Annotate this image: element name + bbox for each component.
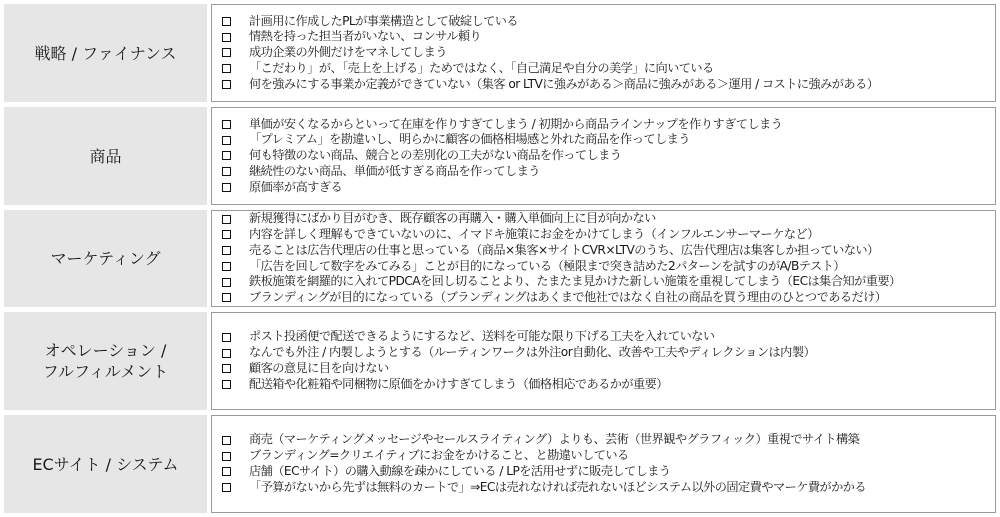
item-text: 単価が安くなるからといって在庫を作りすぎてしまう / 初期から商品ラインナップを作りすぎてしまう xyxy=(249,116,783,131)
list-item xyxy=(222,345,995,361)
items-cell xyxy=(211,107,996,205)
item-text: 情熱を持った担当者がいない、コンサル頼り xyxy=(249,29,482,44)
list-item xyxy=(222,243,995,259)
checkbox-icon xyxy=(222,483,231,492)
item-text: 何を強みにする事業か定義ができていない（集客 or LTVに強みがある＞商品に強みがある＞運用 / コストに強みがある） xyxy=(249,76,879,91)
list-item xyxy=(222,77,995,93)
item-text: 店舗（ECサイト）の購入動線を疎かにしている / LPを活用せずに販売してしまう xyxy=(249,464,671,478)
category-cell xyxy=(4,312,207,410)
item-text: 何も特徴のない商品、競合との差別化の工夫がない商品を作ってしまう xyxy=(249,148,622,163)
item-text: 顧客の意見に目を向けない xyxy=(249,361,389,375)
list-item xyxy=(222,14,995,30)
item-text: ブランディング=クリエイティブにお金をかけること、と勘違いしている xyxy=(249,448,629,463)
list-item xyxy=(222,480,995,496)
checkbox-icon xyxy=(222,120,231,129)
checkbox-icon xyxy=(222,167,231,176)
category-label: 戦略 / ファイナンス xyxy=(34,43,177,63)
checkbox-icon xyxy=(222,33,231,42)
item-text: ブランディングが目的になっている（ブランディングはあくまで他社ではなく自社の商品を買う理由のひとつであるだけ） xyxy=(249,290,887,305)
checkbox-icon xyxy=(222,380,231,389)
list-item xyxy=(222,227,995,243)
checklist-table xyxy=(4,4,996,513)
list-item xyxy=(222,361,995,377)
item-text: 継続性のない商品、単価が低すぎる商品を作ってしまう xyxy=(249,163,540,178)
items-cell xyxy=(211,210,996,307)
item-text: 鉄板施策を網羅的に入れてPDCAを回し切ることより、たまたま見かけた新しい施策を重視してしまう（ECは集合知が重要） xyxy=(249,274,901,289)
list-item xyxy=(222,164,995,180)
list-item xyxy=(222,274,995,290)
checkbox-icon xyxy=(222,467,231,476)
list-item xyxy=(222,132,995,148)
checkbox-icon xyxy=(222,293,231,302)
list-item xyxy=(222,148,995,164)
list-item xyxy=(222,117,995,133)
section-operations-fulfillment xyxy=(4,312,996,410)
checkbox-icon xyxy=(222,364,231,373)
list-item xyxy=(222,377,995,393)
section-ec-site-system xyxy=(4,415,996,513)
checkbox-icon xyxy=(222,64,231,73)
list-item xyxy=(222,290,995,306)
list-item xyxy=(222,180,995,196)
item-text: 内容を詳しく理解もできていないのに、イマドキ施策にお金をかけてしまう（インフルエンサーマーケなど） xyxy=(249,226,819,241)
list-item xyxy=(222,29,995,45)
list-item xyxy=(222,464,995,480)
checkbox-icon xyxy=(222,230,231,239)
items-cell xyxy=(211,4,996,102)
item-text: 売ることは広告代理店の仕事と思っている（商品×集客×サイトCVR×LTVのうち、広告代理店は集客しか担っていない） xyxy=(249,242,879,257)
checkbox-icon xyxy=(222,436,231,445)
item-text: 成功企業の外側だけをマネしてしまう xyxy=(249,45,447,60)
category-cell xyxy=(4,415,207,513)
section-marketing xyxy=(4,210,996,307)
list-item xyxy=(222,329,995,345)
item-text: 「広告を回して数字をみてみる」ことが目的になっている（極限まで突き詰めた2パターンを試すのがA/Bテスト） xyxy=(249,258,845,273)
checkbox-icon xyxy=(222,246,231,255)
checkbox-icon xyxy=(222,215,231,224)
checkbox-icon xyxy=(222,151,231,160)
item-text: 計画用に作成したPLが事業構造として破綻している xyxy=(249,13,519,28)
list-item xyxy=(222,211,995,227)
category-label: ECサイト / システム xyxy=(32,454,179,474)
item-text: 「プレミアム」を勘違いし、明らかに顧客の価格相場感と外れた商品を作ってしまう xyxy=(249,132,690,147)
category-cell xyxy=(4,210,207,307)
checkbox-icon xyxy=(222,349,231,358)
checkbox-icon xyxy=(222,452,231,461)
checkbox-icon xyxy=(222,136,231,145)
category-label: フルフィルメント xyxy=(42,362,169,381)
checkbox-icon xyxy=(222,17,231,26)
item-text: 新規獲得にばかり目がむき、既存顧客の再購入・購入単価向上に目が向かない xyxy=(249,211,656,226)
category-cell xyxy=(4,4,207,102)
item-text: 原価率が高すぎる xyxy=(249,179,343,194)
items-cell xyxy=(211,312,996,410)
checkbox-icon xyxy=(222,333,231,342)
items-cell xyxy=(211,415,996,513)
checkbox-icon xyxy=(222,262,231,271)
item-text: 「予算がないから先ずは無料のカートで」⇒ECは売れなければ売れないほどシステム以外の固定費やマーケ費がかかる xyxy=(249,479,867,494)
checkbox-icon xyxy=(222,183,231,192)
list-item xyxy=(222,448,995,464)
checkbox-icon xyxy=(222,48,231,57)
list-item xyxy=(222,45,995,61)
item-text: なんでも外注 / 内製しようとする（ルーティンワークは外注or自動化、改善や工夫やディレクションは内製） xyxy=(249,345,816,360)
item-text: 「こだわり」が、「売上を上げる」ためではなく、「自己満足や自分の美学」に向いている xyxy=(249,60,714,75)
item-text: ポスト投函便で配送できるようにするなど、送料を可能な限り下げる工夫を入れていない xyxy=(249,329,715,344)
category-label: オペレーション / xyxy=(44,341,167,360)
section-product xyxy=(4,107,996,205)
section-strategy-finance xyxy=(4,4,996,102)
list-item xyxy=(222,259,995,275)
category-label: マーケティング xyxy=(50,249,161,268)
item-text: 商売（マーケティングメッセージやセールスライティング）よりも、芸術（世界観やグラフィック）重視でサイト構築 xyxy=(249,432,860,447)
list-item xyxy=(222,61,995,77)
list-item xyxy=(222,432,995,448)
category-label: 商品 xyxy=(89,146,122,166)
checkbox-icon xyxy=(222,278,231,287)
item-text: 配送箱や化粧箱や同梱物に原価をかけすぎてしまう（価格相応であるかが重要） xyxy=(249,376,668,391)
category-cell xyxy=(4,107,207,205)
checkbox-icon xyxy=(222,80,231,89)
